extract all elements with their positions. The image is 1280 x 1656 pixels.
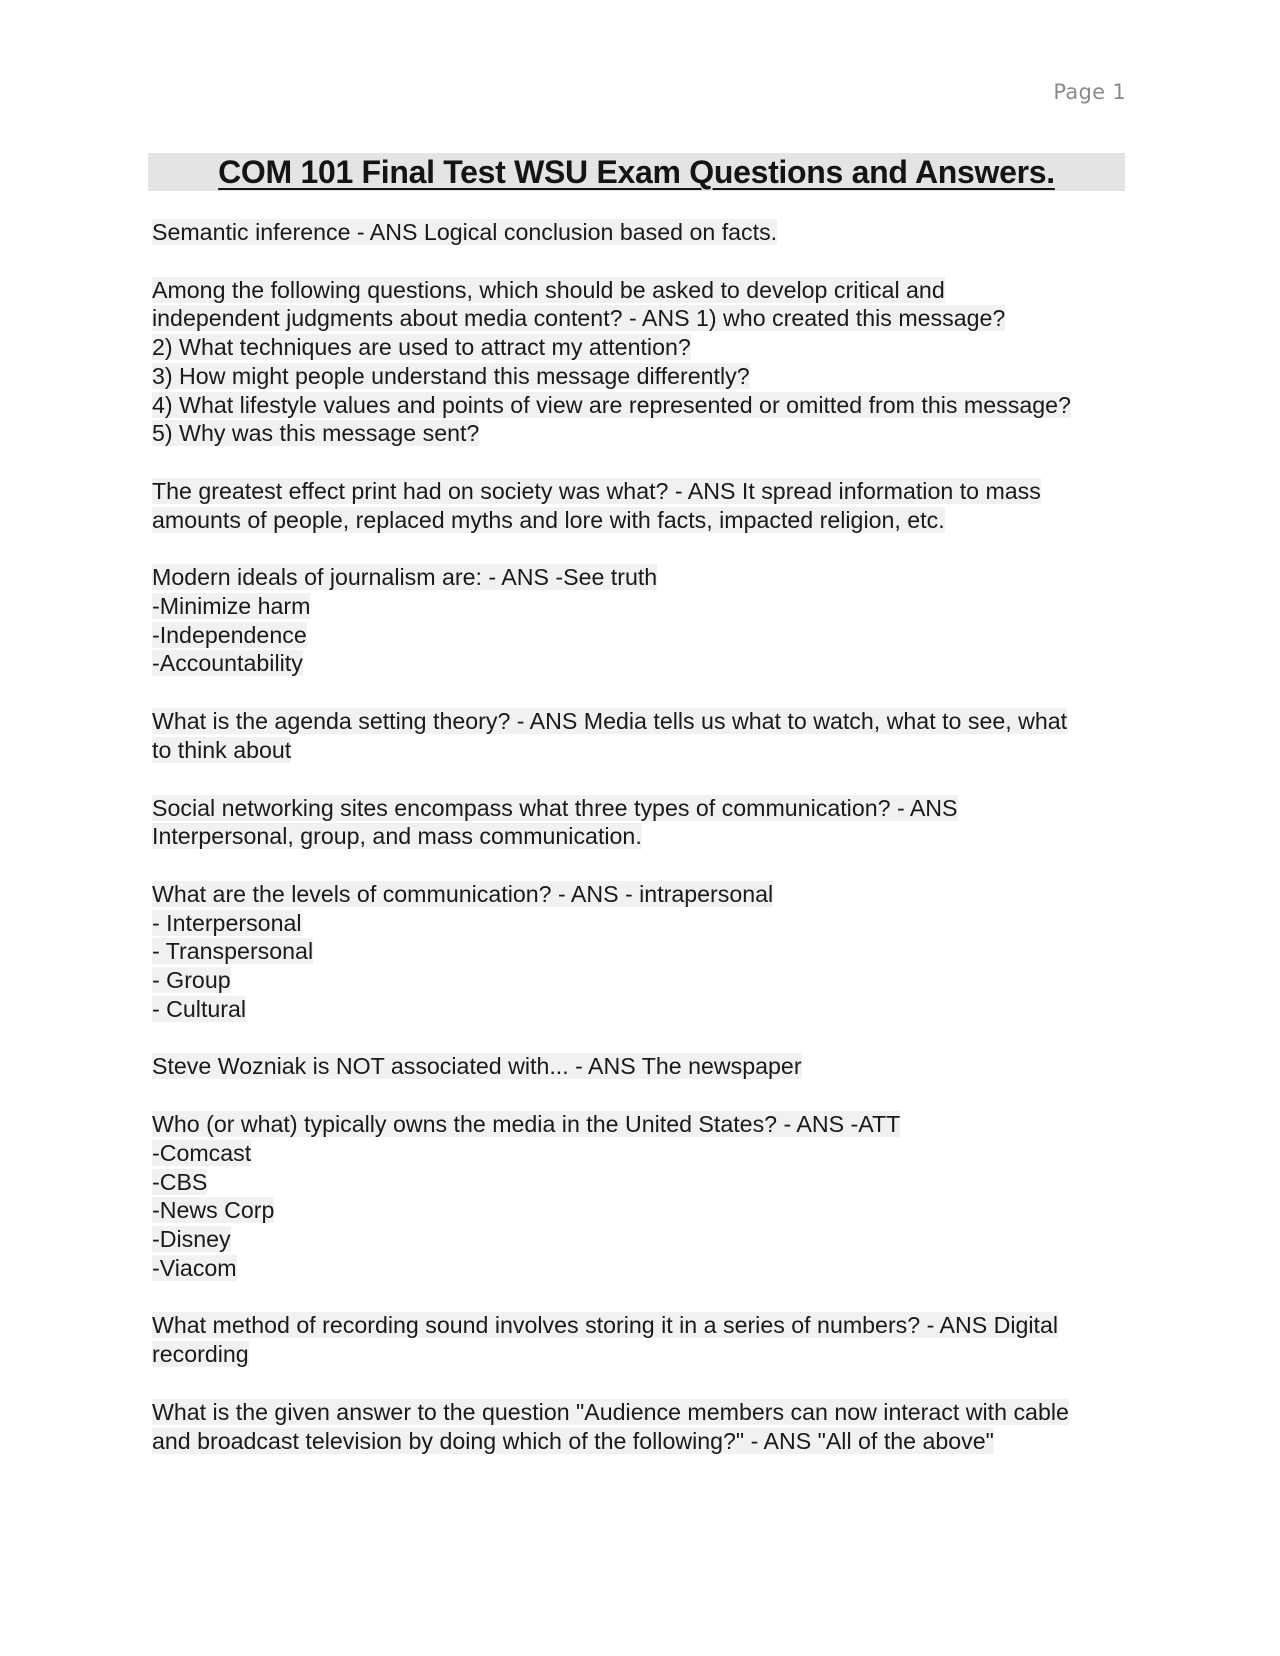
qa-line-text: independent judgments about media content? - ANS 1) who created this message? [152, 305, 1006, 332]
qa-item [152, 880, 1142, 1024]
qa-item [152, 794, 1142, 851]
qa-line-text: 2) What techniques are used to attract my attention? [152, 334, 691, 361]
qa-line-text: - Transpersonal [152, 938, 314, 965]
qa-line [152, 218, 1142, 247]
qa-line [152, 1052, 1142, 1081]
qa-item [152, 1398, 1142, 1455]
qa-line [152, 304, 1142, 333]
qa-line-text: What is the given answer to the question "Audience members can now interact with cable [152, 1398, 1069, 1425]
qa-line-text: - Group [152, 967, 231, 994]
qa-line [152, 966, 1142, 995]
qa-line [152, 937, 1142, 966]
qa-line [152, 909, 1142, 938]
qa-line [152, 822, 1142, 851]
qa-line-text: Who (or what) typically owns the media in the United States? - ANS -ATT [152, 1111, 901, 1138]
qa-line-text: recording [152, 1341, 249, 1368]
qa-line-text: Steve Wozniak is NOT associated with... - ANS The newspaper [152, 1053, 802, 1080]
qa-line-text: What are the levels of communication? - ANS - intrapersonal [152, 880, 774, 907]
qa-line-text: What method of recording sound involves storing it in a series of numbers? - ANS Digital [152, 1312, 1059, 1339]
page-number: Page 1 [1053, 80, 1126, 104]
qa-line-text: amounts of people, replaced myths and lore with facts, impacted religion, etc. [152, 506, 945, 533]
qa-line-text: The greatest effect print had on society was what? - ANS It spread information to mass [152, 477, 1041, 504]
qa-line-text: and broadcast television by doing which of the following?" - ANS "All of the above" [152, 1427, 994, 1454]
qa-line [152, 995, 1142, 1024]
qa-line-text: -News Corp [152, 1197, 275, 1224]
qa-item [152, 218, 1142, 247]
qa-line [152, 649, 1142, 678]
document-title: COM 101 Final Test WSU Exam Questions and Answers. [218, 154, 1055, 190]
qa-item [152, 477, 1142, 534]
qa-line [152, 419, 1142, 448]
qa-line-text: 3) How might people understand this message differently? [152, 362, 750, 389]
qa-line-text: -Viacom [152, 1254, 237, 1281]
qa-line [152, 1168, 1142, 1197]
qa-line-text: 4) What lifestyle values and points of view are represented or omitted from this message? [152, 391, 1071, 418]
qa-line [152, 794, 1142, 823]
qa-line-text: 5) Why was this message sent? [152, 420, 480, 447]
qa-line-text: Social networking sites encompass what three types of communication? - ANS [152, 794, 958, 821]
qa-item [152, 276, 1142, 448]
qa-line-text: Interpersonal, group, and mass communication. [152, 823, 642, 850]
qa-line [152, 1196, 1142, 1225]
qa-line [152, 1254, 1142, 1283]
qa-line [152, 1340, 1142, 1369]
qa-line-text: to think about [152, 736, 292, 763]
qa-item [152, 1110, 1142, 1282]
qa-line-text: - Cultural [152, 995, 247, 1022]
qa-line [152, 391, 1142, 420]
qa-line-text: -Disney [152, 1225, 231, 1252]
qa-line [152, 592, 1142, 621]
qa-item [152, 563, 1142, 678]
qa-line [152, 1427, 1142, 1456]
qa-line [152, 506, 1142, 535]
qa-line [152, 1110, 1142, 1139]
qa-line-text: Modern ideals of journalism are: - ANS -See truth [152, 564, 658, 591]
qa-line [152, 276, 1142, 305]
qa-line-text: -Accountability [152, 650, 303, 677]
qa-line-text: -CBS [152, 1168, 208, 1195]
qa-line [152, 477, 1142, 506]
qa-line-text: What is the agenda setting theory? - ANS Media tells us what to watch, what to see, what [152, 708, 1068, 735]
qa-line-text: Semantic inference - ANS Logical conclusion based on facts. [152, 219, 778, 245]
qa-line [152, 1225, 1142, 1254]
qa-line [152, 1311, 1142, 1340]
qa-line [152, 362, 1142, 391]
qa-line-text: Among the following questions, which should be asked to develop critical and [152, 276, 945, 303]
title-bar [148, 153, 1125, 191]
qa-line [152, 880, 1142, 909]
qa-line [152, 621, 1142, 650]
qa-line [152, 707, 1142, 736]
qa-line-text: - Interpersonal [152, 909, 302, 936]
qa-line [152, 333, 1142, 362]
qa-line [152, 563, 1142, 592]
qa-line [152, 736, 1142, 765]
qa-item [152, 1311, 1142, 1368]
qa-line-text: -Independence [152, 621, 307, 648]
qa-line-text: -Comcast [152, 1139, 252, 1166]
qa-line-text: -Minimize harm [152, 593, 311, 620]
qa-item [152, 1052, 1142, 1081]
qa-list [152, 218, 1142, 1484]
qa-line [152, 1139, 1142, 1168]
qa-line [152, 1398, 1142, 1427]
qa-item [152, 707, 1142, 764]
